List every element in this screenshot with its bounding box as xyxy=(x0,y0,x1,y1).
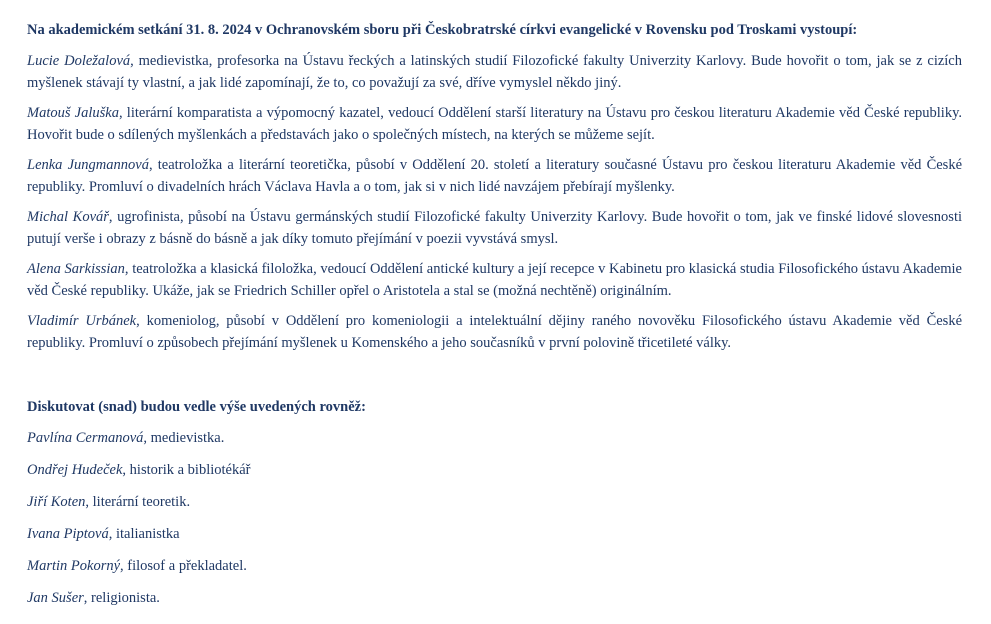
speaker-description: , teatroložka a klasická filoložka, vedoucí Oddělení antické kultury a její recepce v Kabinetu pro klasická studia Filosofického ústavu Akademie věd České republiky. Ukáže, jak se Friedrich Schiller opřel o Aristotela a stal se (možná nechtěně) originálním. xyxy=(27,261,962,299)
speaker-description: , literární komparatista a výpomocný kazatel, vedoucí Oddělení starší literatury na Ústavu pro českou literaturu Akademie věd České republiky. Hovořit bude o sdílených myšlenkách a představách jako o společných místech, na kterých se můžeme sejít. xyxy=(27,105,963,143)
speaker-name: Alena Sarkissian xyxy=(27,261,125,277)
speaker-name: Lenka Jungmannová xyxy=(27,157,149,173)
discussant-item xyxy=(27,460,962,481)
discussant-role: , literární teoretik. xyxy=(85,494,191,510)
discussant-name: Ivana Piptová xyxy=(27,526,109,542)
discussant-item xyxy=(27,492,962,513)
speaker-description: , teatroložka a literární teoretička, působí v Oddělení 20. století a literatury současné Ústavu pro českou literaturu Akademie věd České republiky. Promluví o divadelních hrách Václava Havla a o tom, jak si v nich lidé navzájem přebírají myšlenky. xyxy=(27,157,963,195)
speaker-paragraph xyxy=(27,51,962,94)
speaker-name: Lucie Doležalová xyxy=(27,53,131,69)
document-body xyxy=(27,20,962,620)
discussant-role: , filosof a překladatel. xyxy=(120,558,247,574)
section-spacer xyxy=(27,363,962,397)
discussant-name: Pavlína Cermanová xyxy=(27,430,144,446)
speaker-paragraph xyxy=(27,259,962,302)
speaker-paragraph xyxy=(27,311,962,354)
discussant-name: Martin Pokorný xyxy=(27,558,121,574)
speaker-name: Matouš Jaluška xyxy=(27,105,119,121)
discussant-item xyxy=(27,524,962,545)
event-heading: Na akademickém setkání 31. 8. 2024 v Ochranovském sboru při Českobratrské církvi evangelické v Rovensku pod Troskami vystoupí: xyxy=(27,22,858,38)
discussant-role: , italianistka xyxy=(108,526,180,542)
speaker-name: Vladimír Urbánek xyxy=(27,313,137,329)
speaker-description: , medievistka, profesorka na Ústavu řeckých a latinských studií Filozofické fakulty Univerzity Karlovy. Bude hovořit o tom, jak se z cizích myšlenek stávají ty vlastní, a jak lidé zapomínají, že to, co považují za své, dříve vymyslel někdo jiný. xyxy=(27,53,962,91)
discussant-role: , historik a bibliotékář xyxy=(122,462,251,478)
speaker-description: , komeniolog, působí v Oddělení pro komeniologii a intelektuální dějiny raného novověku Filosofického ústavu Akademie věd České republiky. Promluví o způsobech přejímání myšlenek u Komenského a jeho současníků v první polovině třicetileté války. xyxy=(27,313,962,351)
speaker-name: Michal Kovář xyxy=(27,209,109,225)
speaker-paragraph xyxy=(27,155,962,198)
speaker-description: , ugrofinista, působí na Ústavu germánských studií Filozofické fakulty Univerzity Karlovy. Bude hovořit o tom, jak ve finské lidové slovesnosti putují verše i obrazy z básně do básně a jak díky tomuto přejímání v poezii vyvstává smysl. xyxy=(27,209,962,247)
discussant-role: , religionista. xyxy=(83,590,160,606)
discussant-item xyxy=(27,588,962,609)
discussant-name: Jiří Koten xyxy=(27,494,86,510)
speaker-paragraph xyxy=(27,103,962,146)
discussant-name: Jan Sušer xyxy=(27,590,84,606)
discussants-heading: Diskutovat (snad) budou vedle výše uvedených rovněž: xyxy=(27,399,366,415)
discussant-item xyxy=(27,556,962,577)
discussant-role: , medievistka. xyxy=(143,430,225,446)
speaker-paragraph xyxy=(27,207,962,250)
discussant-name: Ondřej Hudeček xyxy=(27,462,123,478)
discussant-item xyxy=(27,428,962,449)
